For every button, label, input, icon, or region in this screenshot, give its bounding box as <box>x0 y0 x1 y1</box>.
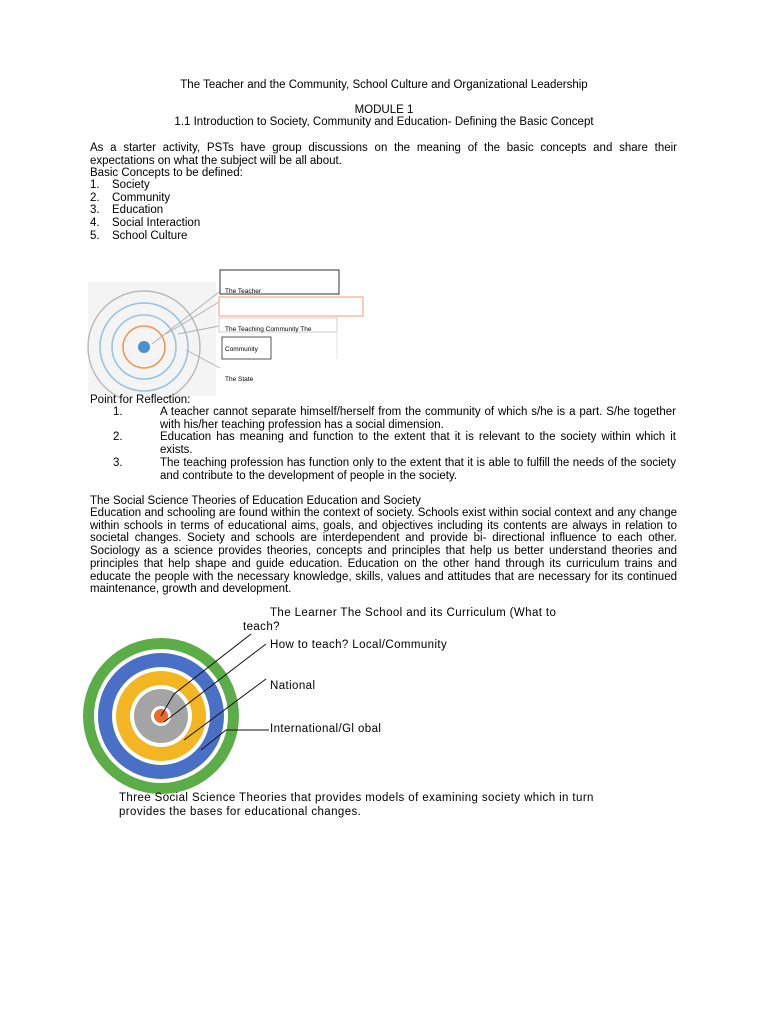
intro-paragraph: As a starter activity, PSTs have group discussions on the meaning of the basic concepts and share their expectations on what the subject will be all about. <box>90 142 677 167</box>
concepts-heading: Basic Concepts to be defined: <box>90 167 243 179</box>
teacher-core <box>138 341 150 353</box>
list-item: 1. Society <box>90 179 150 191</box>
reflection-list <box>90 406 676 482</box>
label-learner-school: The Learner The School and its Curriculum (What to <box>270 607 557 619</box>
reflection-heading: Point for Reflection: <box>90 394 191 406</box>
concepts-list <box>90 179 200 243</box>
label-local-community: How to teach? Local/Community <box>270 639 448 651</box>
label-national: National <box>270 680 316 692</box>
label-teaching-community: The Teaching Community The <box>225 326 312 333</box>
teaching-community-box <box>219 297 363 316</box>
list-item: 2. Community <box>90 191 171 204</box>
theories-paragraph: Education and schooling are found within the context of society. Schools exist within social context and any change within schools in terms of educational aims, goals, and objectives including its contents are always in relation to societal changes. Society and schools are interdependent and provide bi- directional influence to each other. Sociology as a science provides theories, concepts and principles that help us better understand theories and principles that help shape and guide education. Education on the other hand through its curriculum trains and educate the people with the necessary knowledge, skills, values and attitudes that are necessary for its continued maintenance, growth and development. <box>90 507 677 596</box>
list-item: 1. A teacher cannot separate himself/herself from the community of which s/he is a part. S/he together with his/her teaching profession has a social dimension. <box>113 406 676 431</box>
document-title: The Teacher and the Community, School Culture and Organizational Leadership <box>180 79 588 91</box>
list-item: 5. School Culture <box>90 229 188 242</box>
list-item: 2. Education has meaning and function to the extent that it is relevant to the society within which it exists. <box>113 431 676 457</box>
label-community: Community <box>225 346 258 353</box>
education-levels-diagram <box>76 624 276 794</box>
diagram-background <box>88 282 216 396</box>
module-label: MODULE 1 <box>354 104 414 116</box>
closing-line-1: Three Social Science Theories that provides models of examining society which in turn <box>119 792 594 804</box>
section-subtitle: 1.1 Introduction to Society, Community and Education- Defining the Basic Concept <box>174 116 594 128</box>
label-international: International/Gl obal <box>270 723 382 735</box>
list-item: 4. Social Interaction <box>90 217 201 230</box>
theories-heading: The Social Science Theories of Education Education and Society <box>90 495 421 507</box>
list-item: 3. The teaching profession has function only to the extent that it is able to fulfill the needs of the society and contribute to the development of people in the society. <box>113 456 676 482</box>
label-the-teacher: The Teacher <box>225 288 262 295</box>
list-item: 3. Education <box>90 204 164 217</box>
label-teach: teach? <box>243 621 280 633</box>
closing-line-2: provides the bases for educational changes. <box>119 806 362 818</box>
label-the-state: The State <box>225 376 254 383</box>
